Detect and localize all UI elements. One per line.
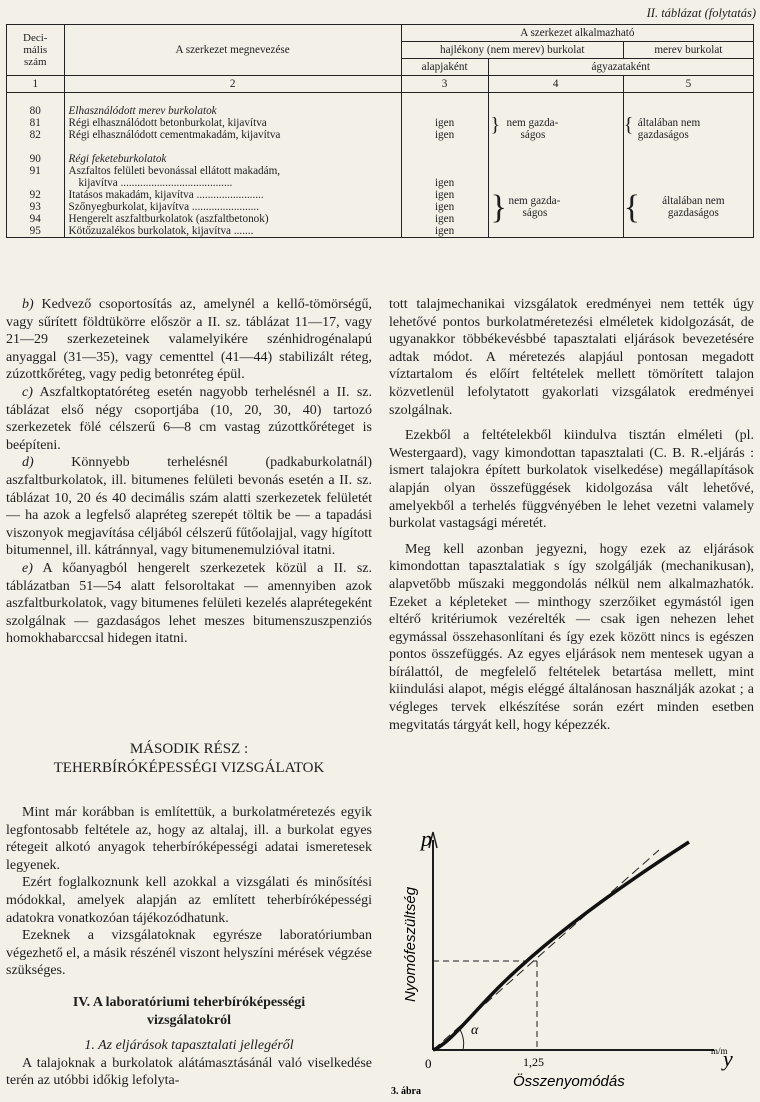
- paragraph: Meg kell azonban jegyezni, hogy ezek az eljárások kimondottan tapasztalatiak s így szolgálják (mechanikusan), alapvetőbb műszaki meggondolás nélkül nem alkalmazhatók. Ezeket a képleteket — minthogy szerzőiket egymástól igen eltérő kritériumok vezérelték — csak igen nehezen lehet egymással összehasonlítani és így ezek között nincs is egészen pontos összefüggés. Az egyes eljárások nem mentesek ugyan a bírálattól, de megfelelő feltételek betartása mellett, mint kiindulási alapot, mégis eléggé általánosan használják azokat ; a végleges tervek elkészítése során ezért minden esetben megvitatás tárgyát kell, hogy képezzék.: [389, 541, 754, 733]
- y-axis-label: Nyomófeszültség: [402, 886, 419, 1002]
- right-column: [389, 296, 754, 734]
- col-number-3: 3: [401, 76, 488, 93]
- col-header-name: A szerkezet megnevezése: [64, 25, 401, 76]
- col-number-1: 1: [7, 76, 65, 93]
- col-number-2: 2: [64, 76, 401, 93]
- table-row: 81 Régi elhasználódott betonburkolat, kijavítva igen } nem gazda- ságos { általában nem gazdaságos: [7, 117, 754, 129]
- x-unit: m/m: [711, 1046, 728, 1056]
- subsection-title: 1. Az eljárások tapasztalati jellegéről: [84, 1038, 294, 1054]
- stress-strain-curve: [433, 842, 689, 1050]
- part-title: MÁSODIK RÉSZ : TEHERBÍRÓKÉPESSÉGI VIZSGÁLATOK: [53, 741, 325, 776]
- table-row: kijavítva ........................................ igen } nem gazda- ságos { általában nem gazdaságos: [7, 177, 754, 189]
- table-row: 80 Elhasználódott merev burkolatok: [7, 105, 754, 117]
- paragraph: Aszfaltkoptatóréteg esetén nagyobb terhelésnél a II. sz. táblázat első négy csoportjába (10, 20, 30, 40) tartozó szerkezetek fölé célszerű 6—8 cm vastag zúzottkőréteget is beépíteni.: [6, 384, 372, 453]
- table-row: 95 Kötőzuzalékos burkolatok, kijavítva ....... igen: [7, 225, 754, 238]
- table-row: 91 Aszfaltos felületi bevonással ellátott makadám,: [7, 165, 754, 177]
- paragraph: A kőanyagból hengerelt szerkezetek közül a II. sz. táblázatban 51—54 alatt felsoroltakat — amennyiben azok aszfaltburkolatok, vagy bitumenes felületi kezelés alaprétegeként szolgálnak — gazdaságos lehet meszes bitumenszuszpenziós homokhabarccsal hidegen itatni.: [6, 560, 372, 647]
- col-number-5: 5: [623, 76, 753, 93]
- brace: {: [623, 189, 641, 226]
- cell-text: általában nem: [662, 195, 725, 207]
- data-table: [6, 24, 754, 238]
- paragraph: Ezért foglalkoznunk kell azokkal a vizsgálati és minősítési módokkal, amelyek alapján az említett teherbíróképességi adatokra vonatkozóan tájékozódhatunk.: [6, 875, 372, 926]
- tick-label: 1,25: [523, 1055, 544, 1069]
- alpha-label: α: [471, 1023, 479, 1038]
- x-axis-label: Összenyomódás: [513, 1073, 625, 1090]
- col-header-rigid: merev burkolat: [623, 42, 753, 59]
- brace: }: [490, 114, 501, 136]
- col-header-surface: ágyazataként: [488, 59, 754, 76]
- cell-text: nem gazda-: [506, 117, 559, 129]
- figure-3: [389, 822, 754, 1098]
- left-column: b) Kedvező csoportosítás az, amelynél a kellő-tömörségű, vagy sűrített földtükörre először a II. sz. táblázat 11—17, vagy 21—29 szerkezeteinek valamelyikére szénhidrogénalapú anyaggal (31—35), vagy cementtel (41—44) stabilizált réteg, zúzottkőréteg, vagy pedig betonréteg épül. c) Aszfaltkoptatóréteg esetén nagyobb terhelésnél a II. sz. táblázat első négy csoportjába (10, 20, 30, 40) tartozó szerkezetek fölé célszerű 6—8 cm vastag zúzottkőréteget is beépíteni. d) Könnyebb terhelésnél (padkaburkolatnál) aszfaltburkolatok, ill. bitumenes felületi bevonás esetén a II. sz. táblázat 10, 20 és 40 decimális szám alatti szerkezetek felületét — ha azok a legfelső alapréteg szerepét töltik be — a tapadási viszonyok megjavítása céljából célszerű fűtőolajjal, vagy hígított bitumennel, ill. kátránnyal, vagy bitumenemulzióval itatni. e) A kőanyagból hengerelt szerkezetek közül a II. sz. táblázatban 51—54 alatt felsoroltakat — amennyiben azok aszfaltburkolatok, vagy bitumenes felületi kezelés alaprétegeként szolgálnak — gazdaságos lehet meszes bitumenszuszpenziós homokhabarccsal hidegen itatni.: [6, 297, 372, 647]
- table-row: 82 Régi elhasználódott cementmakadám, kijavítva igen: [7, 129, 754, 141]
- col-header-application: A szerkezet alkalmazható: [401, 25, 753, 42]
- paragraph: Mint már korábban is említettük, a burkolatméretezés egyik legfontosabb feltétele az, hogy az altalaj, ill. a burkolat egyes rétegeit alkotó anyagok teherbíróképességi adatai ismeretesek legyenek.: [6, 805, 372, 873]
- paragraph: Ezeknek a vizsgálatoknak egyrésze laboratóriumban végezhető el, a másik részénél viszont helyszíni mérések végzése szükséges.: [6, 928, 372, 979]
- paragraph: Kedvező csoportosítás az, amelynél a kellő-tömörségű, vagy sűrített földtükörre először a II. sz. táblázat 11—17, vagy 21—29 szerkezeteinek valamelyikére szénhidrogénalapú anyaggal (31—35), vagy cementtel (41—44) stabilizált réteg, zúzottkőréteg, vagy pedig betonréteg épül.: [6, 297, 372, 383]
- cell-text: ságos: [520, 129, 546, 141]
- x-symbol: y: [723, 1046, 733, 1071]
- left-column-lower: [6, 804, 372, 1090]
- cell-text: általában nem: [637, 117, 701, 129]
- cell-text: ságos: [522, 207, 548, 219]
- brace: }: [490, 189, 507, 226]
- table-caption: II. táblázat (folytatás): [646, 6, 756, 20]
- origin-label: 0: [425, 1056, 432, 1071]
- figure-caption: 3. ábra: [391, 1086, 421, 1097]
- angle-arc: [459, 1028, 464, 1050]
- col-header-decimal: Deci- mális szám: [7, 25, 65, 76]
- col-number-4: 4: [488, 76, 623, 93]
- cell-text: gazdaságos: [667, 207, 719, 219]
- y-symbol: p: [421, 826, 432, 851]
- cell-text: nem gazda-: [508, 195, 561, 207]
- brace: {: [623, 114, 634, 136]
- col-header-flexible: hajlékony (nem merev) burkolat: [401, 42, 623, 59]
- table-row: 93 Szőnyegburkolat, kijavítva ........................ igen: [7, 201, 754, 213]
- paragraph: Ezekből a feltételekből kiindulva tisztán elméleti (pl. Westergaard), vagy kimondottan tapasztalati (C. B. R.-eljárás : ismert talajokra épített burkolatok viselkedése) megállapítások alapján olyan összefüggések kidolgozása vált lehetővé, amelyekből a terhelés függvényében le lehet vezetni valamely burkolat vastagsági méretét.: [389, 428, 754, 532]
- paragraph: A talajoknak a burkolatok alátámasztásánál való viselkedése terén az utóbbi időkig lefolyta-: [6, 1055, 372, 1089]
- paragraph: tott talajmechanikai vizsgálatok eredményei nem tették úgy lehetővé pontos burkolatméretezési elméletek kidolgozását, de ugyanakkor többékevésbbé tapasztalati eljárások bevezetésére adtak módot. A méretezés alapjául pontosan megadott víztartalom és előírt feltételek mellett tömörített talajon közvetlenül lefolytatott gyakorlati vizsgálatok eredményei szolgálnak.: [389, 297, 754, 418]
- table-row: 92 Itatásos makadám, kijavítva ........................ igen: [7, 189, 754, 201]
- paragraph: Könnyebb terhelésnél (padkaburkolatnál) aszfaltburkolatok, ill. bitumenes felületi bevonás esetén a II. sz. táblázat 10, 20 és 40 decimális szám alatti szerkezetek felületét — ha azok a legfelső alapréteg szerepét töltik be — a tapadási viszonyok megjavítása céljából célszerű fűtőolajjal, vagy hígított bitumennel, ill. kátránnyal, vagy bitumenemulzióval itatni.: [6, 455, 372, 559]
- table-row: 90 Régi feketeburkolatok: [7, 153, 754, 165]
- cell-text: gazdaságos: [637, 129, 689, 141]
- section-title: IV. A laboratóriumi teherbíróképességi vizsgálatokról: [72, 994, 306, 1028]
- table-row: 94 Hengerelt aszfaltburkolatok (aszfaltbetonok) igen: [7, 213, 754, 225]
- col-header-base: alapjaként: [401, 59, 488, 76]
